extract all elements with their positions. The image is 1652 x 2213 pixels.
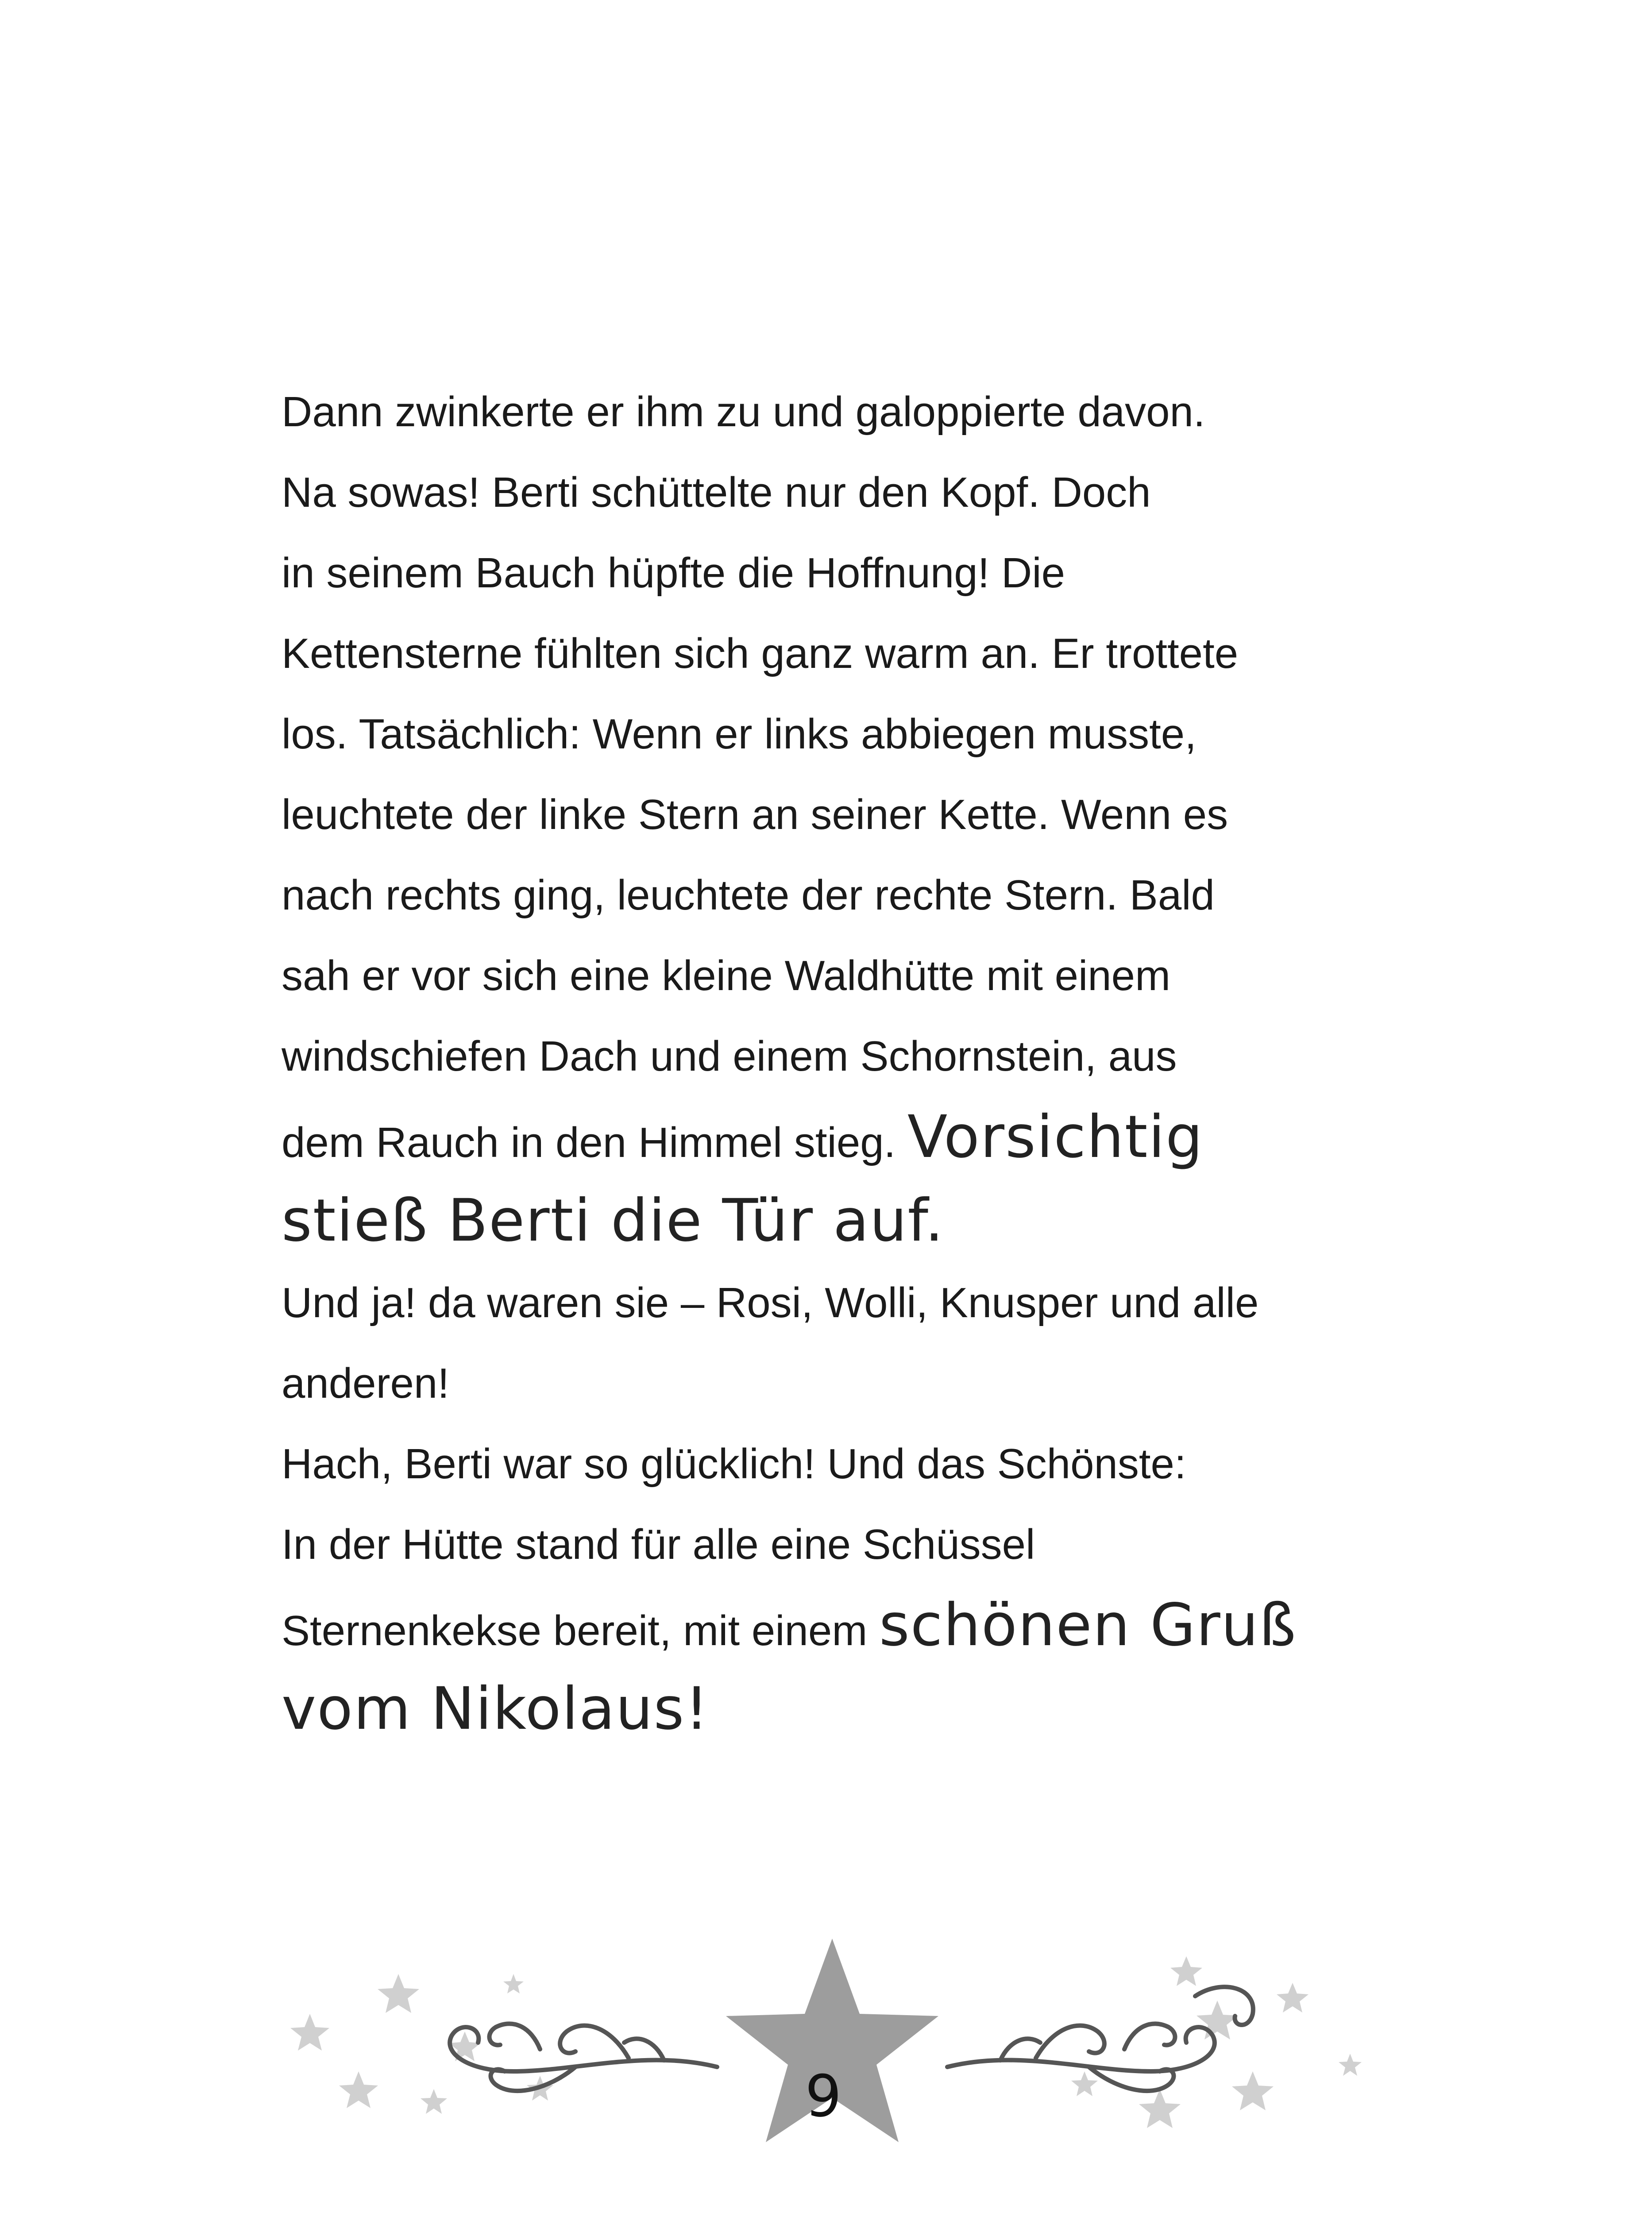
handwritten-phrase-nikolaus: vom Nikolaus! <box>282 1675 710 1743</box>
paragraph-3 <box>282 1424 1415 1742</box>
story-text <box>282 372 1415 1751</box>
handwritten-phrase-greeting: schönen Gruß <box>879 1591 1297 1659</box>
small-star-icon <box>339 2071 378 2108</box>
small-star-icon <box>421 2089 447 2114</box>
handwritten-word-vorsichtig: Vorsichtig <box>907 1103 1204 1171</box>
paragraph-1-text: Dann zwinkerte er ihm zu und galoppierte davon. Na sowas! Berti schüttelte nur den Kopf. Doch in seinem Bauch hüpfte die Hoffnung! Die Kettensterne fühlten sich ganz warm an. Er trottete los. Tatsächlich: Wenn er links abbiegen musste, leuchtete der linke Stern an seiner Kette. Wenn es nach rechts ging, leuchtete der rechte Stern. Bald sah er vor sich eine kleine Waldhütte mit einem windschiefen Dach und einem Schornstein, aus dem Rauch in den Himmel stieg. <box>282 388 1239 1166</box>
small-star-icon <box>1197 2001 1238 2040</box>
small-star-icon <box>290 2014 329 2051</box>
swirl-right <box>947 1987 1253 2091</box>
small-star-icon <box>1232 2071 1274 2110</box>
small-star-icon <box>1170 1956 1202 1986</box>
swirl-left <box>450 2024 717 2091</box>
handwritten-phrase-door: stieß Berti die Tür auf. <box>282 1187 945 1255</box>
small-star-icon <box>1139 2089 1181 2128</box>
page-number: 9 <box>805 2063 842 2130</box>
paragraph-2: Und ja! da waren sie – Rosi, Wolli, Knusper und alle anderen! <box>282 1279 1259 1407</box>
small-star-icon <box>1277 1983 1308 2013</box>
small-star-icon <box>503 1974 524 1993</box>
small-star-icon <box>1339 2054 1362 2076</box>
small-star-icon <box>1071 2071 1098 2096</box>
small-star-icon <box>378 1974 419 2013</box>
paragraph-3-text: Hach, Berti war so glücklich! Und das Schönste: In der Hütte stand für alle eine Schüssel Sternenkekse bereit, mit einem <box>282 1440 1186 1654</box>
paragraph-1 <box>282 372 1415 1254</box>
